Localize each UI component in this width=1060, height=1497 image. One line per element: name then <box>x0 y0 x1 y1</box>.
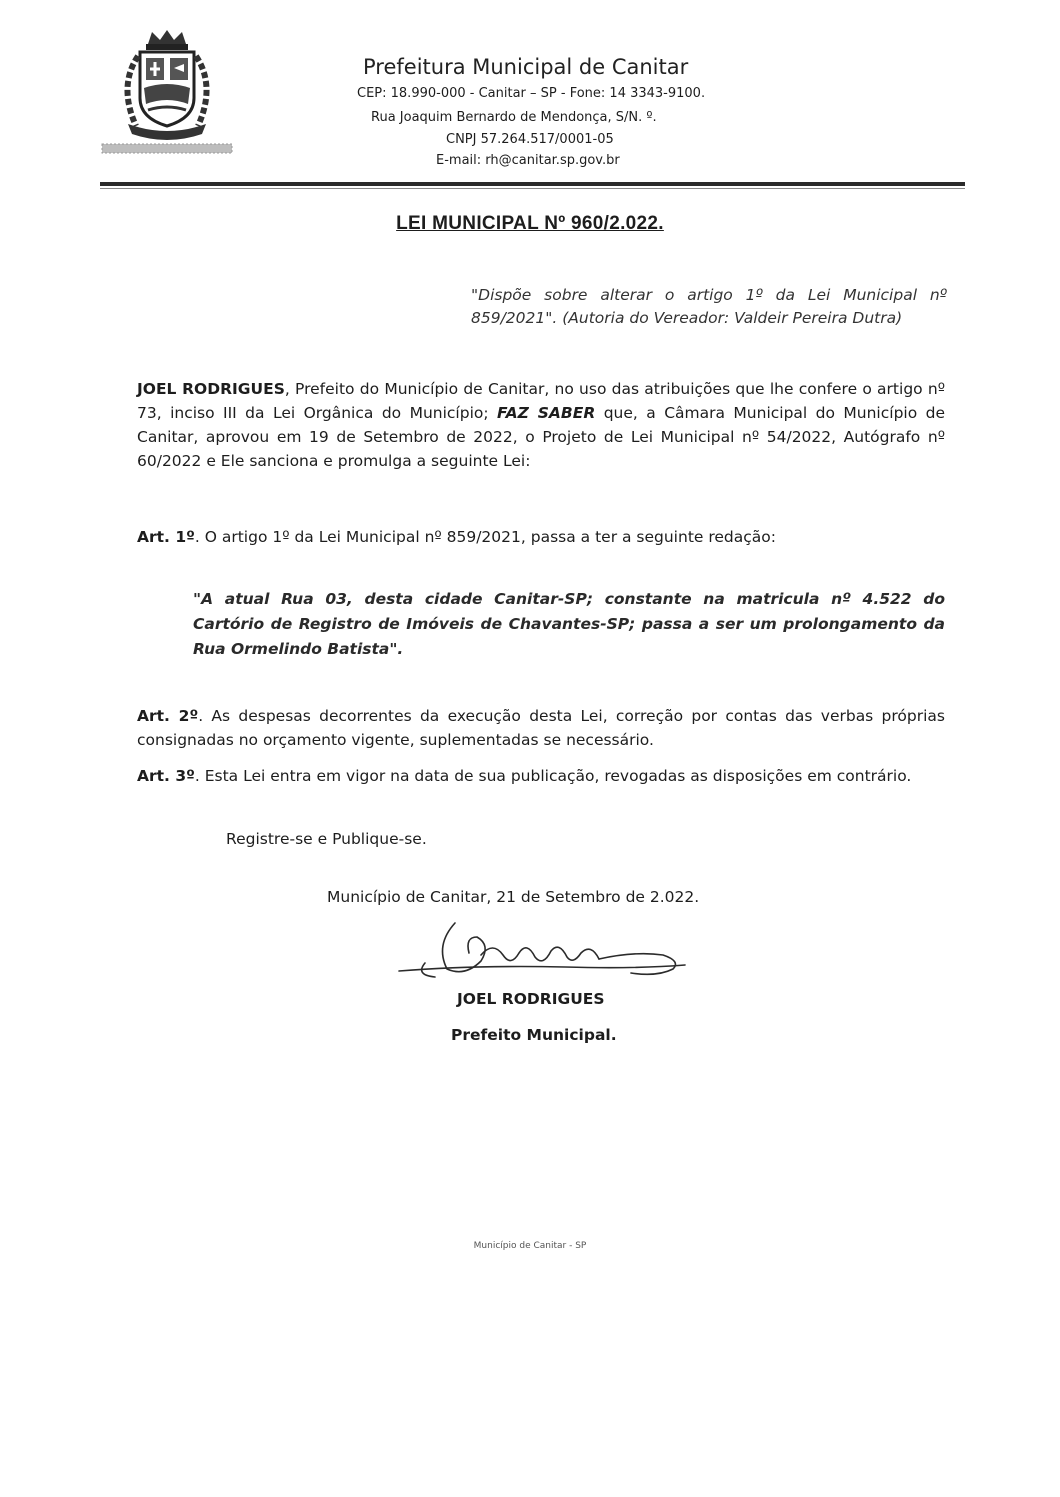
law-ementa: "Dispõe sobre alterar o artigo 1º da Lei Municipal nº 859/2021". (Autoria do Vereador: Valdeir Pereira Dutra) <box>471 286 947 327</box>
signer-role: Prefeito Municipal. <box>451 1026 617 1044</box>
address-line: Rua Joaquim Bernardo de Mendonça, S/N. º. <box>371 110 657 125</box>
email-line: E-mail: rh@canitar.sp.gov.br <box>436 153 620 168</box>
cnpj-line: CNPJ 57.264.517/0001-05 <box>446 132 614 147</box>
office-name: Prefeitura Municipal de Canitar <box>363 55 689 79</box>
header-divider <box>100 182 965 186</box>
registre-publique: Registre-se e Publique-se. <box>226 830 427 848</box>
intro-text-b: que, a Câmara Municipal do Município de Canitar, aprovou em 19 de Setembro de 2022, o Projeto de Lei Municipal nº 54/2022, Autógrafo nº 60/2022 e Ele sanciona e promulga a seguinte Lei: <box>137 404 946 470</box>
page-footer: Município de Canitar - SP <box>473 1241 587 1251</box>
cep-phone-line: CEP: 18.990-000 - Canitar – SP - Fone: 14 3343-9100. <box>357 86 706 101</box>
article-1 <box>137 525 945 549</box>
article-2 <box>137 704 945 752</box>
article-3-text: . Esta Lei entra em vigor na data de sua publicação, revogadas as disposições em contrário. <box>194 767 912 785</box>
signature <box>395 915 695 985</box>
place-date: Município de Canitar, 21 de Setembro de 2.022. <box>327 888 700 906</box>
article-3-label: Art. 3º <box>137 767 195 785</box>
article-1-quote: "A atual Rua 03, desta cidade Canitar-SP; constante na matricula nº 4.522 do Cartório de Registro de Imóveis de Chavantes-SP; passa a ser um prolongamento da Rua Ormelindo Batista". <box>193 590 945 658</box>
municipal-crest <box>100 26 234 156</box>
law-title: LEI MUNICIPAL Nº 960/2.022. <box>396 213 664 234</box>
faz-saber: FAZ SABER <box>497 404 596 422</box>
header-divider-thin <box>100 188 965 189</box>
article-2-text: . As despesas decorrentes da execução desta Lei, correção por contas das verbas próprias consignadas no orçamento vigente, suplementadas se necessário. <box>137 707 945 749</box>
article-1-label: Art. 1º <box>137 528 195 546</box>
intro-text-a: , Prefeito do Município de Canitar, no uso das atribuições que lhe confere o artigo nº 73, inciso III da Lei Orgânica do Município; <box>137 380 945 422</box>
article-1-text: . O artigo 1º da Lei Municipal nº 859/2021, passa a ter a seguinte redação: <box>194 528 776 546</box>
signature-icon <box>395 915 695 985</box>
article-2-label: Art. 2º <box>137 707 199 725</box>
intro-paragraph <box>137 377 945 473</box>
mayor-name: JOEL RODRIGUES <box>137 380 285 398</box>
article-3 <box>137 764 945 788</box>
crest-icon <box>100 26 234 156</box>
signer-name: JOEL RODRIGUES <box>457 990 605 1008</box>
